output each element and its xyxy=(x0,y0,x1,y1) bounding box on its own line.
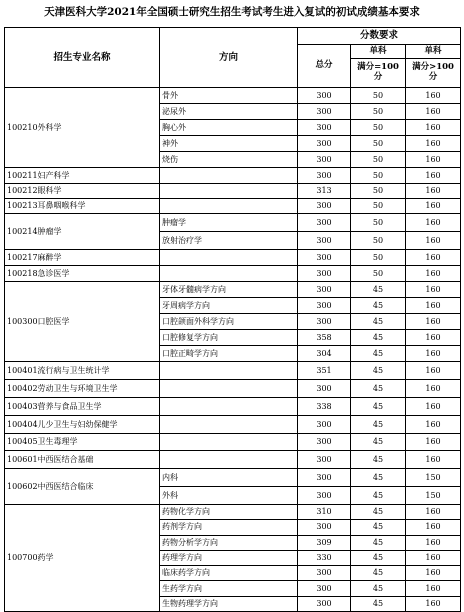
direction-cell xyxy=(160,380,298,398)
direction-cell xyxy=(160,168,298,184)
direction-cell: 骨外 xyxy=(160,88,298,104)
direction-cell: 生药学方向 xyxy=(160,581,298,596)
total-cell: 300 xyxy=(298,596,351,611)
single1-cell: 50 xyxy=(351,88,406,104)
total-cell: 300 xyxy=(298,380,351,398)
total-cell: 300 xyxy=(298,199,351,214)
table-row xyxy=(5,398,461,416)
major-cell: 100213耳鼻咽喉科学 xyxy=(5,199,160,214)
total-cell: 300 xyxy=(298,487,351,505)
total-cell: 300 xyxy=(298,232,351,250)
single2-cell: 160 xyxy=(406,184,461,199)
single2-cell: 160 xyxy=(406,314,461,330)
direction-cell: 肿瘤学 xyxy=(160,214,298,232)
direction-cell: 泌尿外 xyxy=(160,104,298,120)
single1-cell: 50 xyxy=(351,120,406,136)
single2-cell: 160 xyxy=(406,346,461,362)
total-cell: 310 xyxy=(298,505,351,520)
major-cell: 100401流行病与卫生统计学 xyxy=(5,362,160,380)
major-cell: 100217麻醉学 xyxy=(5,250,160,266)
single1-cell: 45 xyxy=(351,398,406,416)
major-cell: 100403营养与食品卫生学 xyxy=(5,398,160,416)
single2-cell: 160 xyxy=(406,505,461,520)
single1-cell: 45 xyxy=(351,566,406,581)
single2-cell: 160 xyxy=(406,266,461,282)
total-cell: 300 xyxy=(298,88,351,104)
total-cell: 304 xyxy=(298,346,351,362)
table-row xyxy=(5,88,461,104)
single1-cell: 45 xyxy=(351,535,406,550)
major-cell: 100210外科学 xyxy=(5,88,160,168)
total-cell: 300 xyxy=(298,152,351,168)
table-row xyxy=(5,380,461,398)
table-row xyxy=(5,282,461,298)
direction-cell xyxy=(160,184,298,199)
single1-cell: 45 xyxy=(351,314,406,330)
direction-cell: 烧伤 xyxy=(160,152,298,168)
single1-cell: 45 xyxy=(351,520,406,535)
direction-cell: 放射治疗学 xyxy=(160,232,298,250)
single2-cell: 160 xyxy=(406,330,461,346)
single2-cell: 160 xyxy=(406,232,461,250)
single1-cell: 45 xyxy=(351,298,406,314)
single2-cell: 160 xyxy=(406,434,461,451)
single1-cell: 45 xyxy=(351,505,406,520)
direction-cell xyxy=(160,362,298,380)
direction-cell: 口腔颌面外科学方向 xyxy=(160,314,298,330)
direction-cell: 药物分析学方向 xyxy=(160,535,298,550)
direction-cell: 内科 xyxy=(160,469,298,487)
major-cell: 100700药学 xyxy=(5,505,160,612)
single1-cell: 45 xyxy=(351,469,406,487)
direction-cell: 胸心外 xyxy=(160,120,298,136)
single1-cell: 45 xyxy=(351,362,406,380)
total-cell: 300 xyxy=(298,451,351,469)
major-cell: 100402劳动卫生与环境卫生学 xyxy=(5,380,160,398)
direction-cell xyxy=(160,434,298,451)
direction-cell: 药物化学方向 xyxy=(160,505,298,520)
table-row xyxy=(5,214,461,232)
single1-cell: 50 xyxy=(351,184,406,199)
header-single1-top: 单科 xyxy=(351,45,406,59)
single2-cell: 160 xyxy=(406,152,461,168)
single1-cell: 50 xyxy=(351,168,406,184)
single2-cell: 160 xyxy=(406,535,461,550)
total-cell: 300 xyxy=(298,266,351,282)
direction-cell xyxy=(160,416,298,434)
single2-cell: 150 xyxy=(406,487,461,505)
single2-cell: 160 xyxy=(406,520,461,535)
page-title: 天津医科大学2021年全国硕士研究生招生考试考生进入复试的初试成绩基本要求 xyxy=(44,6,420,18)
single2-cell: 160 xyxy=(406,250,461,266)
direction-cell: 临床药学方向 xyxy=(160,566,298,581)
single2-cell: 160 xyxy=(406,88,461,104)
direction-cell xyxy=(160,266,298,282)
single1-cell: 45 xyxy=(351,330,406,346)
total-cell: 300 xyxy=(298,566,351,581)
single2-cell: 160 xyxy=(406,416,461,434)
header-single1-bottom: 满分=100分 xyxy=(351,59,406,88)
header-single2-top: 单科 xyxy=(406,45,461,59)
major-cell: 100218急诊医学 xyxy=(5,266,160,282)
single1-cell: 45 xyxy=(351,451,406,469)
table-row xyxy=(5,469,461,487)
single2-cell: 160 xyxy=(406,398,461,416)
single2-cell: 160 xyxy=(406,136,461,152)
single1-cell: 50 xyxy=(351,232,406,250)
single1-cell: 50 xyxy=(351,136,406,152)
single2-cell: 160 xyxy=(406,104,461,120)
header-direction: 方向 xyxy=(160,28,298,88)
table-row xyxy=(5,362,461,380)
table-row xyxy=(5,250,461,266)
direction-cell xyxy=(160,199,298,214)
table-row xyxy=(5,266,461,282)
total-cell: 300 xyxy=(298,314,351,330)
direction-cell: 生物药理学方向 xyxy=(160,596,298,611)
major-cell: 100214肿瘤学 xyxy=(5,214,160,250)
single2-cell: 160 xyxy=(406,298,461,314)
table-row xyxy=(5,451,461,469)
direction-cell: 药剂学方向 xyxy=(160,520,298,535)
header-requirement: 分数要求 xyxy=(298,28,461,45)
major-cell: 100602中西医结合临床 xyxy=(5,469,160,505)
major-cell: 100212眼科学 xyxy=(5,184,160,199)
single2-cell: 160 xyxy=(406,362,461,380)
single1-cell: 50 xyxy=(351,152,406,168)
single1-cell: 45 xyxy=(351,434,406,451)
total-cell: 300 xyxy=(298,104,351,120)
single1-cell: 45 xyxy=(351,346,406,362)
total-cell: 300 xyxy=(298,250,351,266)
direction-cell: 牙体牙髓病学方向 xyxy=(160,282,298,298)
total-cell: 300 xyxy=(298,298,351,314)
table-row xyxy=(5,168,461,184)
major-cell: 100211妇产科学 xyxy=(5,168,160,184)
table-row xyxy=(5,434,461,451)
major-cell: 100404儿少卫生与妇幼保健学 xyxy=(5,416,160,434)
single1-cell: 50 xyxy=(351,104,406,120)
direction-cell xyxy=(160,451,298,469)
single1-cell: 45 xyxy=(351,581,406,596)
table-body xyxy=(5,88,461,612)
single2-cell: 160 xyxy=(406,550,461,565)
score-table xyxy=(4,27,461,612)
table-row xyxy=(5,199,461,214)
single2-cell: 160 xyxy=(406,120,461,136)
single1-cell: 45 xyxy=(351,596,406,611)
total-cell: 300 xyxy=(298,434,351,451)
single1-cell: 50 xyxy=(351,266,406,282)
single2-cell: 160 xyxy=(406,451,461,469)
total-cell: 358 xyxy=(298,330,351,346)
single2-cell: 160 xyxy=(406,214,461,232)
total-cell: 300 xyxy=(298,581,351,596)
table-row xyxy=(5,184,461,199)
single2-cell: 160 xyxy=(406,282,461,298)
total-cell: 300 xyxy=(298,168,351,184)
total-cell: 300 xyxy=(298,214,351,232)
direction-cell: 神外 xyxy=(160,136,298,152)
single1-cell: 45 xyxy=(351,380,406,398)
single2-cell: 160 xyxy=(406,596,461,611)
single2-cell: 160 xyxy=(406,380,461,398)
single1-cell: 45 xyxy=(351,550,406,565)
total-cell: 300 xyxy=(298,120,351,136)
total-cell: 338 xyxy=(298,398,351,416)
total-cell: 300 xyxy=(298,520,351,535)
direction-cell: 药理学方向 xyxy=(160,550,298,565)
direction-cell xyxy=(160,398,298,416)
total-cell: 300 xyxy=(298,469,351,487)
single1-cell: 45 xyxy=(351,416,406,434)
major-cell: 100405卫生毒理学 xyxy=(5,434,160,451)
header-total: 总分 xyxy=(298,45,351,88)
total-cell: 351 xyxy=(298,362,351,380)
single1-cell: 45 xyxy=(351,487,406,505)
single2-cell: 160 xyxy=(406,199,461,214)
total-cell: 309 xyxy=(298,535,351,550)
single1-cell: 50 xyxy=(351,214,406,232)
total-cell: 330 xyxy=(298,550,351,565)
header-major: 招生专业名称 xyxy=(5,28,160,88)
single2-cell: 160 xyxy=(406,566,461,581)
single1-cell: 45 xyxy=(351,282,406,298)
total-cell: 313 xyxy=(298,184,351,199)
major-cell: 100300口腔医学 xyxy=(5,282,160,362)
table-row xyxy=(5,505,461,520)
total-cell: 300 xyxy=(298,136,351,152)
table-row xyxy=(5,416,461,434)
direction-cell: 外科 xyxy=(160,487,298,505)
single1-cell: 50 xyxy=(351,199,406,214)
direction-cell: 口腔修复学方向 xyxy=(160,330,298,346)
header-single2-bottom: 满分>100分 xyxy=(406,59,461,88)
single2-cell: 160 xyxy=(406,168,461,184)
direction-cell: 牙周病学方向 xyxy=(160,298,298,314)
total-cell: 300 xyxy=(298,282,351,298)
single2-cell: 150 xyxy=(406,469,461,487)
major-cell: 100601中西医结合基础 xyxy=(5,451,160,469)
total-cell: 300 xyxy=(298,416,351,434)
single2-cell: 160 xyxy=(406,581,461,596)
direction-cell xyxy=(160,250,298,266)
direction-cell: 口腔正畸学方向 xyxy=(160,346,298,362)
single1-cell: 50 xyxy=(351,250,406,266)
